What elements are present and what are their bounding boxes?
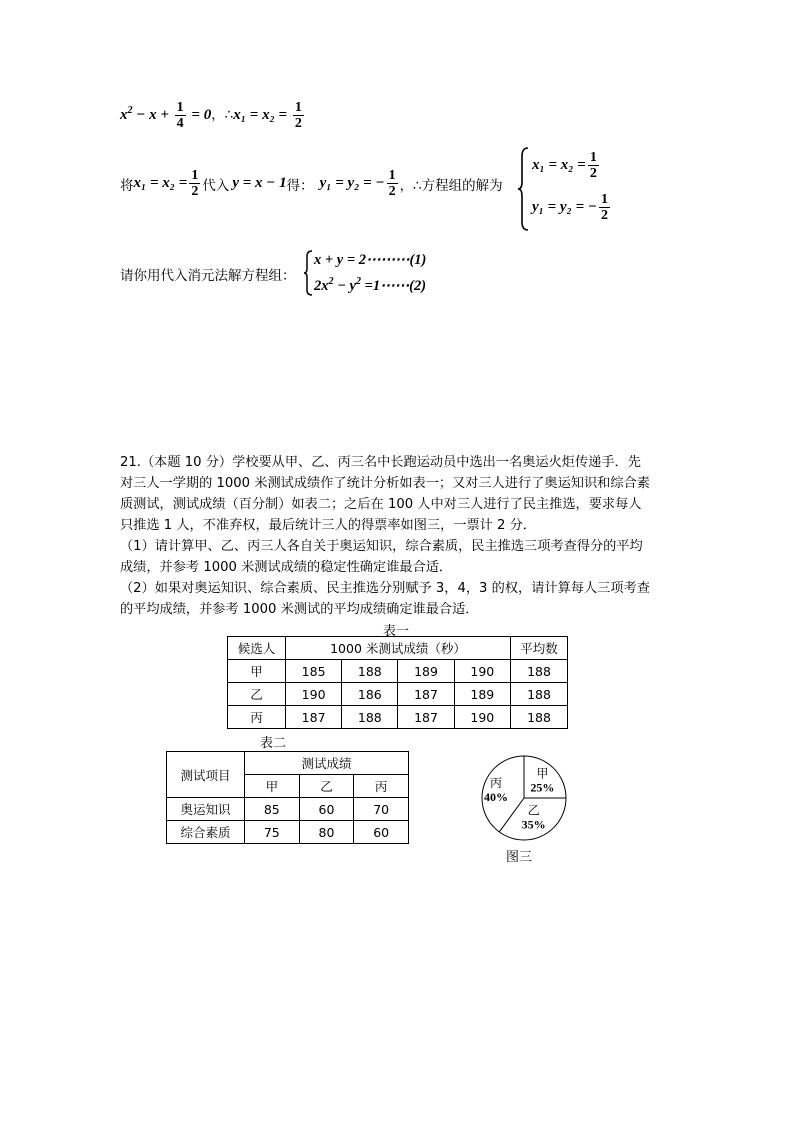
problem-line: 21.（本题 10 分）学校要从甲、乙、丙三名中长跑运动员中选出一名奥运火炬传递手．先 [120, 455, 641, 470]
problem-line: 成绩，并参考 1000 米测试成绩的稳定性确定谁最合适． [120, 560, 453, 575]
table-row [167, 798, 409, 821]
table1-score-cell: 188 [342, 706, 398, 729]
table-row [228, 660, 568, 683]
table1-score-cell: 189 [398, 660, 454, 683]
table1-score-cell: 185 [286, 660, 342, 683]
x1-x2-expr: x₁ = x₂ = [133, 175, 188, 191]
problem-line: 质测试，测试成绩（百分制）如表二；之后在 100 人中对三人进行了民主推选，要求每人 [120, 497, 642, 512]
table1-name-cell: 甲 [228, 660, 286, 683]
problem-line: 的平均成绩，并参考 1000 米测试的平均成绩确定谁最合适． [120, 602, 479, 617]
pie-label-name: 甲 [536, 766, 549, 781]
table1-name-cell: 丙 [228, 706, 286, 729]
solution-x: x₁ = x₂ = $\frac{1}{2}$ [532, 150, 597, 181]
table1-caption: 表一 [383, 624, 410, 639]
jiang-text: 将 [120, 177, 134, 194]
table2-score-cell: 60 [299, 798, 354, 821]
equation-2: $2x^2 - y^2$ =1⋯⋯(2) [314, 276, 427, 294]
y1-y2-expr: y₁ = y₂ = − [319, 175, 385, 191]
table1-header-cell: 候选人 [228, 637, 286, 660]
table1-header-cell: 1000 米测试成绩（秒） [286, 637, 511, 660]
problem-paragraph [120, 452, 650, 620]
table2-score-cell: 70 [354, 798, 409, 821]
table1-score-cell: 189 [454, 683, 510, 706]
problem-line: （1）请计算甲、乙、丙三人各自关于奥运知识，综合素质，民主推选三项考查得分的平均 [120, 539, 643, 554]
table1-score-cell: 190 [454, 660, 510, 683]
equation-line-2 [120, 168, 503, 199]
table-row [228, 683, 568, 706]
pie-caption: 图三 [506, 850, 533, 865]
table1-score-cell: 187 [398, 706, 454, 729]
equation-system [304, 250, 454, 298]
therefore-text: ，∴ [211, 106, 234, 123]
table1-avg-cell: 188 [511, 683, 568, 706]
pie-label-percent: 40% [484, 789, 509, 804]
problem-line: 对三人一学期的 1000 米测试成绩作了统计分析如表一；又对三人进行了奥运知识和综合素 [120, 476, 650, 491]
table1-score-cell: 187 [398, 683, 454, 706]
table2-item-cell: 奥运知识 [167, 798, 245, 821]
table1-avg-cell: 188 [511, 706, 568, 729]
table2-item-header: 测试项目 [167, 752, 245, 798]
table2-person-cell: 乙 [299, 775, 354, 798]
table1-score-cell: 186 [342, 683, 398, 706]
fraction-one-half-2: $\frac{1}{2}$ [191, 168, 199, 199]
table1-header-cell: 平均数 [511, 637, 568, 660]
table2-scores-header: 测试成绩 [245, 752, 409, 775]
table1-score-cell: 187 [286, 706, 342, 729]
pie-label-name: 丙 [490, 775, 503, 790]
solution-text: ，∴方程组的解为 [399, 177, 503, 194]
pie-label-name: 乙 [527, 803, 540, 818]
table2-item-cell: 综合素质 [167, 821, 245, 844]
table2-person-cell: 甲 [245, 775, 300, 798]
x1-equals-x2: x₁ = x₂ = [233, 106, 288, 123]
table1-score-cell: 190 [286, 683, 342, 706]
table1-header-row [228, 637, 568, 660]
get-text: 得： [286, 177, 314, 194]
table1-score-cell: 188 [342, 660, 398, 683]
solution-y: y₁ = y₂ = − $\frac{1}{2}$ [532, 192, 608, 223]
prompt-text: 请你用代入消元法解方程组： [120, 268, 296, 284]
pie-label-percent: 25% [530, 780, 555, 795]
fraction-one-half-3: $\frac{1}{2}$ [388, 168, 396, 199]
problem-line: 只推选 1 人，不准弃权，最后统计三人的得票率如图三，一票计 2 分． [120, 518, 536, 533]
y-expression: y = x − 1 [232, 175, 287, 191]
table2-score-cell: 75 [245, 821, 300, 844]
table-row [228, 706, 568, 729]
x-squared-term: $x^2 - x$ + [120, 104, 169, 123]
equation-line-1 [120, 100, 306, 131]
pie-label-percent: 35% [521, 817, 546, 832]
left-brace-icon [518, 146, 530, 232]
substitute-text: 代入 [202, 177, 230, 194]
vote-pie-chart [470, 750, 580, 850]
table2-score-cell: 60 [354, 821, 409, 844]
table2-score-cell: 80 [299, 821, 354, 844]
table1-name-cell: 乙 [228, 683, 286, 706]
equals-zero: = 0 [191, 106, 212, 123]
table2-caption: 表二 [260, 736, 287, 751]
table1 [227, 636, 568, 729]
equation-1: x + y = 2⋯⋯⋯(1) [314, 252, 427, 268]
table2-header-row [167, 752, 409, 775]
solution-system [518, 146, 628, 234]
left-brace-icon-2 [304, 250, 314, 296]
problem-line: （2）如果对奥运知识、综合素质、民主推选分别赋予 3，4，3 的权，请计算每人三项考查 [120, 581, 650, 596]
fraction-one-quarter: $\frac{1}{4}$ [176, 100, 184, 131]
table-row [167, 821, 409, 844]
fraction-one-half: $\frac{1}{2}$ [294, 100, 302, 131]
table1-score-cell: 190 [454, 706, 510, 729]
table2-score-cell: 85 [245, 798, 300, 821]
table1-avg-cell: 188 [511, 660, 568, 683]
table2-person-cell: 丙 [354, 775, 409, 798]
table2 [166, 751, 409, 844]
